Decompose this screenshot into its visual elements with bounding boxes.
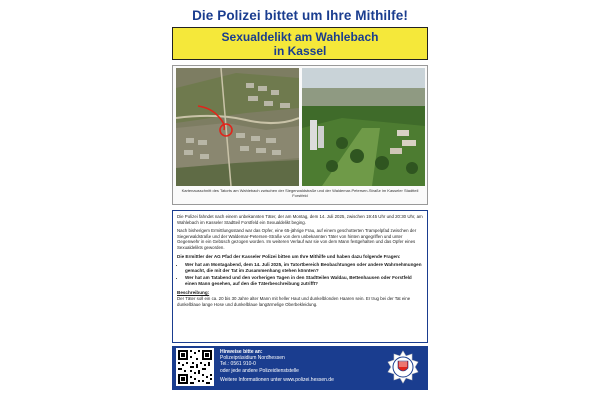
contact-hint: Hinweise bitte an: — [220, 349, 263, 355]
contact-phone[interactable]: Tel.: 0561 910-0 — [220, 361, 256, 368]
contact-info — [220, 349, 334, 383]
title-box — [172, 27, 428, 60]
photo-caption: Kartenausschnitt des Tatorts am Wahlebach zwischen der Siegerwaldstraße und der Waldemar-Petersen-Straße im Kasseler Stadtteil Forstfeld — [181, 188, 419, 198]
questions-list — [177, 262, 423, 286]
question-item: • Wer hat am Tatabend und den vorherigen Tagen in den Stadtteilen Waldau, Bettenhausen oder Forstfeld einen Mann gesehen, auf den die Täterbeschreibung zutrifft? — [185, 275, 423, 286]
questions-intro: Die Ermittler der AG Pfad der Kasseler Polizei bitten um Ihre Mithilfe und haben dazu folgende Fragen: — [177, 253, 401, 259]
more-info-link[interactable]: Weitere Informationen unter www.polizei.hessen.de — [220, 376, 334, 383]
contact-footer — [172, 346, 428, 390]
qr-code[interactable] — [176, 348, 214, 386]
poster-headline: Die Polizei bittet um Ihre Mithilfe! — [192, 8, 408, 23]
title-line-2: in Kassel — [273, 43, 327, 58]
investigation-paragraph: Nach bisherigem Ermittlungsstand war das Opfer, eine 65-jährige Frau, auf einem geschotterten Trampelpfad zwischen der Siegerwaldstraße und der Waldemar-Petersen-Straße von dem unbekannten Täter von hinten angegriffen und unter Gegenwehr in ein Gebüsch gezogen worden. Im weiteren Verlauf war sie von dem Mann festgehalten und das Opfer eines Sexualdelikts geworden. — [177, 228, 417, 250]
title-line-1: Sexualdelikt am Wahlebach — [221, 29, 379, 44]
question-item: • Wer hat am Montagabend, dem 14. Juli 2025, im Tatortbereich Beobachtungen oder andere Wahrnehmungen gemacht, die mit der Tat im Zusammenhang stehen könnten? — [185, 262, 423, 273]
case-description — [172, 210, 428, 343]
wanted-poster — [164, 0, 436, 400]
intro-paragraph: Die Polizei fahndet nach einem unbekannten Täter, der am Montag, dem 14. Juli 2025, zwischen 19:45 Uhr und 20:30 Uhr, am Wahlebach im Kasseler Stadtteil Forstfeld ein Sexualdelikt beging. — [177, 214, 423, 225]
suspect-description: Der Täter soll ein ca. 20 bis 30 Jahre alter Mann mit heller Haut und dunkelblonden Haaren sein. Er trug bei der Tat eine dunkelblaue lange Hose und dunkelblaue langärmelige Oberbekleidung. — [177, 296, 411, 307]
aerial-landscape-photo — [302, 68, 425, 186]
contact-office: Polizeipräsidium Nordhessen — [220, 355, 285, 362]
police-badge-icon — [386, 350, 420, 384]
description-heading: Beschreibung: — [177, 289, 210, 295]
photo-frame — [172, 65, 428, 205]
aerial-map-photo — [176, 68, 299, 186]
contact-alt: oder jede andere Polizeidienststelle — [220, 367, 299, 374]
